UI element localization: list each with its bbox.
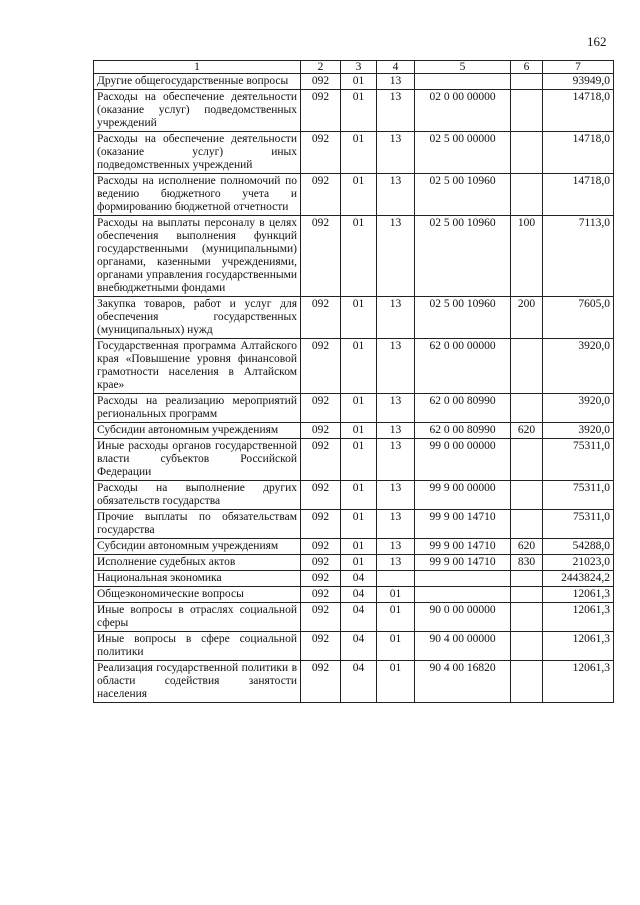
row-amount: 2443824,2 (543, 571, 614, 587)
table-row (94, 587, 614, 603)
row-name: Иные расходы органов государственной власти субъектов Российской Федерации (94, 439, 301, 481)
row-admin-code: 092 (301, 132, 341, 174)
row-target-article (415, 587, 511, 603)
row-section: 04 (341, 661, 377, 703)
row-name: Расходы на исполнение полномочий по ведению бюджетного учета и формированию бюджетной отчетности (94, 174, 301, 216)
row-target-article: 90 0 00 00000 (415, 603, 511, 632)
row-subsection: 13 (377, 394, 415, 423)
row-expense-type (511, 132, 543, 174)
table-row (94, 90, 614, 132)
row-section: 01 (341, 174, 377, 216)
row-amount: 12061,3 (543, 632, 614, 661)
row-section: 01 (341, 90, 377, 132)
row-target-article: 99 9 00 14710 (415, 539, 511, 555)
row-section: 04 (341, 587, 377, 603)
header-col-1: 1 (94, 61, 301, 74)
row-subsection: 13 (377, 510, 415, 539)
row-section: 01 (341, 481, 377, 510)
table-row (94, 632, 614, 661)
row-expense-type (511, 571, 543, 587)
row-section: 01 (341, 423, 377, 439)
row-amount: 14718,0 (543, 174, 614, 216)
row-subsection: 01 (377, 587, 415, 603)
row-subsection: 13 (377, 423, 415, 439)
row-amount: 3920,0 (543, 339, 614, 394)
row-admin-code: 092 (301, 394, 341, 423)
row-subsection: 13 (377, 297, 415, 339)
row-admin-code: 092 (301, 339, 341, 394)
row-amount: 54288,0 (543, 539, 614, 555)
page-number: 162 (587, 34, 607, 49)
row-expense-type: 620 (511, 539, 543, 555)
table-row (94, 394, 614, 423)
row-target-article (415, 74, 511, 90)
table-row (94, 216, 614, 297)
row-name: Субсидии автономным учреждениям (94, 539, 301, 555)
row-target-article: 62 0 00 80990 (415, 394, 511, 423)
header-row (94, 61, 614, 74)
row-admin-code: 092 (301, 174, 341, 216)
row-admin-code: 092 (301, 603, 341, 632)
row-amount: 14718,0 (543, 90, 614, 132)
table-row (94, 439, 614, 481)
row-target-article (415, 571, 511, 587)
row-name: Расходы на выполнение других обязательств государства (94, 481, 301, 510)
row-subsection: 13 (377, 174, 415, 216)
table-row (94, 571, 614, 587)
row-expense-type (511, 603, 543, 632)
row-expense-type (511, 394, 543, 423)
row-expense-type: 100 (511, 216, 543, 297)
row-name: Расходы на выплаты персоналу в целях обеспечения выполнения функций государственными (муниципальными) органами, казенными учреждениями, органами управления государственными внебюджетными фондами (94, 216, 301, 297)
row-subsection: 13 (377, 132, 415, 174)
row-admin-code: 092 (301, 90, 341, 132)
row-subsection: 13 (377, 439, 415, 481)
row-admin-code: 092 (301, 74, 341, 90)
row-amount: 93949,0 (543, 74, 614, 90)
row-amount: 12061,3 (543, 587, 614, 603)
row-subsection: 13 (377, 339, 415, 394)
row-name: Реализация государственной политики в области содействия занятости населения (94, 661, 301, 703)
row-subsection: 13 (377, 74, 415, 90)
row-amount: 3920,0 (543, 394, 614, 423)
row-section: 01 (341, 439, 377, 481)
row-admin-code: 092 (301, 481, 341, 510)
row-target-article: 90 4 00 00000 (415, 632, 511, 661)
budget-table (93, 60, 614, 703)
table-row (94, 481, 614, 510)
row-amount: 12061,3 (543, 603, 614, 632)
row-admin-code: 092 (301, 439, 341, 481)
table-row (94, 297, 614, 339)
row-name: Исполнение судебных актов (94, 555, 301, 571)
row-target-article: 02 5 00 10960 (415, 216, 511, 297)
row-amount: 75311,0 (543, 439, 614, 481)
row-name: Иные вопросы в отраслях социальной сферы (94, 603, 301, 632)
row-name: Государственная программа Алтайского края «Повышение уровня финансовой грамотности населения в Алтайском крае» (94, 339, 301, 394)
header-col-7: 7 (543, 61, 614, 74)
row-expense-type: 200 (511, 297, 543, 339)
row-section: 04 (341, 571, 377, 587)
table-row (94, 132, 614, 174)
row-subsection: 13 (377, 539, 415, 555)
row-target-article: 02 5 00 10960 (415, 174, 511, 216)
row-amount: 14718,0 (543, 132, 614, 174)
row-admin-code: 092 (301, 571, 341, 587)
row-amount: 21023,0 (543, 555, 614, 571)
row-amount: 3920,0 (543, 423, 614, 439)
table-row (94, 603, 614, 632)
row-target-article: 99 0 00 00000 (415, 439, 511, 481)
row-expense-type (511, 439, 543, 481)
table-row (94, 174, 614, 216)
row-section: 01 (341, 132, 377, 174)
row-section: 01 (341, 297, 377, 339)
row-admin-code: 092 (301, 423, 341, 439)
row-target-article: 99 9 00 00000 (415, 481, 511, 510)
row-admin-code: 092 (301, 297, 341, 339)
row-section: 01 (341, 74, 377, 90)
row-expense-type (511, 587, 543, 603)
row-name: Другие общегосударственные вопросы (94, 74, 301, 90)
row-amount: 12061,3 (543, 661, 614, 703)
row-name: Субсидии автономным учреждениям (94, 423, 301, 439)
row-target-article: 62 0 00 00000 (415, 339, 511, 394)
row-subsection: 01 (377, 603, 415, 632)
row-expense-type (511, 174, 543, 216)
table-row (94, 339, 614, 394)
row-expense-type (511, 90, 543, 132)
row-expense-type (511, 74, 543, 90)
row-target-article: 99 9 00 14710 (415, 555, 511, 571)
row-amount: 75311,0 (543, 481, 614, 510)
header-col-3: 3 (341, 61, 377, 74)
row-amount: 7605,0 (543, 297, 614, 339)
row-admin-code: 092 (301, 510, 341, 539)
row-subsection: 13 (377, 90, 415, 132)
row-name: Прочие выплаты по обязательствам государства (94, 510, 301, 539)
row-name: Расходы на обеспечение деятельности (оказание услуг) иных подведомственных учреждений (94, 132, 301, 174)
row-amount: 7113,0 (543, 216, 614, 297)
table-row (94, 510, 614, 539)
row-section: 01 (341, 394, 377, 423)
row-section: 01 (341, 555, 377, 571)
row-admin-code: 092 (301, 661, 341, 703)
row-subsection: 13 (377, 555, 415, 571)
row-name: Национальная экономика (94, 571, 301, 587)
row-expense-type (511, 510, 543, 539)
row-target-article: 90 4 00 16820 (415, 661, 511, 703)
table-row (94, 555, 614, 571)
row-section: 04 (341, 632, 377, 661)
row-name: Расходы на реализацию мероприятий региональных программ (94, 394, 301, 423)
table-row (94, 423, 614, 439)
row-expense-type (511, 632, 543, 661)
row-section: 01 (341, 510, 377, 539)
row-expense-type (511, 481, 543, 510)
header-col-5: 5 (415, 61, 511, 74)
row-target-article: 62 0 00 80990 (415, 423, 511, 439)
row-admin-code: 092 (301, 539, 341, 555)
header-col-2: 2 (301, 61, 341, 74)
row-amount: 75311,0 (543, 510, 614, 539)
row-admin-code: 092 (301, 216, 341, 297)
row-subsection: 13 (377, 481, 415, 510)
row-target-article: 02 5 00 10960 (415, 297, 511, 339)
row-target-article: 02 0 00 00000 (415, 90, 511, 132)
row-name: Расходы на обеспечение деятельности (оказание услуг) подведомственных учреждений (94, 90, 301, 132)
row-name: Закупка товаров, работ и услуг для обеспечения государственных (муниципальных) нужд (94, 297, 301, 339)
row-expense-type (511, 339, 543, 394)
table-row (94, 539, 614, 555)
row-name: Общеэкономические вопросы (94, 587, 301, 603)
row-subsection: 01 (377, 661, 415, 703)
table-row (94, 74, 614, 90)
row-admin-code: 092 (301, 632, 341, 661)
row-section: 01 (341, 339, 377, 394)
row-admin-code: 092 (301, 587, 341, 603)
header-col-4: 4 (377, 61, 415, 74)
row-expense-type: 620 (511, 423, 543, 439)
row-expense-type (511, 661, 543, 703)
table-row (94, 661, 614, 703)
row-subsection (377, 571, 415, 587)
row-target-article: 02 5 00 00000 (415, 132, 511, 174)
header-col-6: 6 (511, 61, 543, 74)
row-subsection: 13 (377, 216, 415, 297)
row-expense-type: 830 (511, 555, 543, 571)
row-name: Иные вопросы в сфере социальной политики (94, 632, 301, 661)
row-section: 01 (341, 539, 377, 555)
row-section: 01 (341, 216, 377, 297)
row-admin-code: 092 (301, 555, 341, 571)
row-subsection: 01 (377, 632, 415, 661)
row-target-article: 99 9 00 14710 (415, 510, 511, 539)
row-section: 04 (341, 603, 377, 632)
